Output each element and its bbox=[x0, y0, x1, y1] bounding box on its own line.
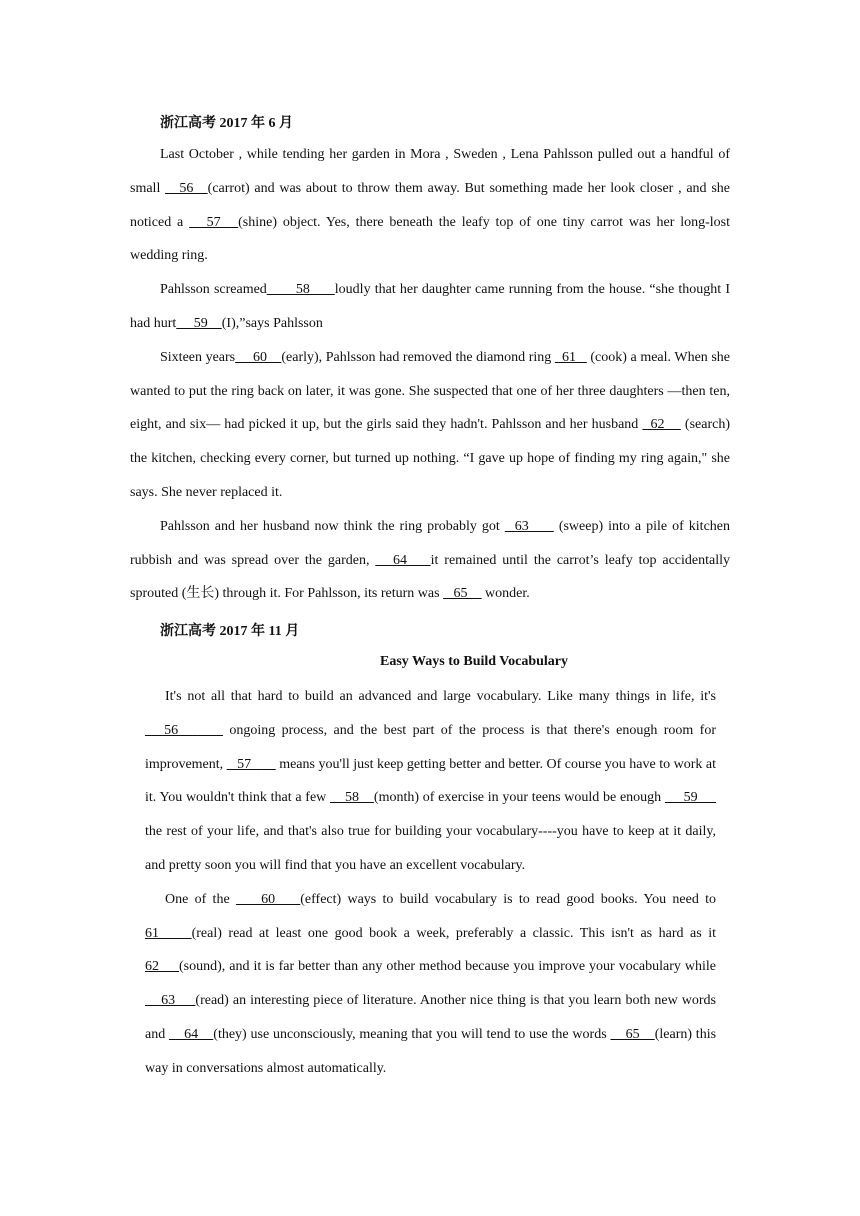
blank-57[interactable]: 57 bbox=[189, 214, 239, 230]
section2-paragraph-2 bbox=[145, 883, 716, 1086]
text-run: (cook) a meal. When she wanted to put the ring back on later, it was gone. She suspected that one of her three daughters —then ten, eight, and six— had picked it up, but the girls said they hadn't. Pahlsson and her husband bbox=[130, 349, 731, 433]
blank-61[interactable]: 61 bbox=[554, 349, 587, 365]
blank-57-tail bbox=[262, 757, 276, 772]
text-run: (shine) object. Yes, there beneath the leafy top of one tiny carrot was her long-lost wedding ring. bbox=[130, 214, 731, 264]
text-run: (sound), and it is far better than any other method because you improve your vocabulary while bbox=[179, 959, 716, 975]
blank-64[interactable]: 64 bbox=[169, 1026, 214, 1042]
text-run: (carrot) and was about to throw them away. But something made her look closer , and she noticed a bbox=[130, 180, 730, 230]
text-run: loudly that her daughter came running from the house. “she thought I had hurt bbox=[130, 282, 730, 331]
text-run: means you'll just keep getting better and better. Of course you have to work at it. You wouldn't think that a few bbox=[145, 756, 717, 806]
blank-64[interactable]: 64 bbox=[375, 552, 431, 568]
text-run: Last October , while tending her garden in Mora , Sweden , Lena Pahlsson pulled out a handful of small bbox=[130, 147, 730, 196]
text-run: (real) read at least one good book a week, preferably a classic. This isn't as hard as it bbox=[191, 925, 716, 941]
blank-58[interactable]: 58 bbox=[266, 282, 335, 298]
blank-59[interactable]: 59 bbox=[664, 790, 717, 806]
section2-body bbox=[145, 680, 716, 1086]
text-run: (read) an interesting piece of literature. Another nice thing is that you learn both new words and bbox=[145, 993, 717, 1042]
text-run: the rest of your life, and that's also true for building your vocabulary----you have to keep at it daily, and pretty soon you will find that you have an excellent vocabulary. bbox=[145, 824, 716, 873]
text-run: ongoing process, and the best part of the process is that there's enough room for improvement, bbox=[145, 722, 717, 772]
text-run: (they) use unconsciously, meaning that you will tend to use the words bbox=[213, 1026, 611, 1042]
text-run: (early), Pahlsson had removed the diamond ring bbox=[281, 349, 555, 365]
text-run: Sixteen years bbox=[160, 349, 236, 365]
blank-58[interactable]: 58 bbox=[330, 790, 374, 806]
section1-paragraph-1 bbox=[130, 138, 730, 273]
text-run: it remained until the carrot’s leafy top accidentally sprouted (生长) through it. For Pahlsson, its return was bbox=[130, 552, 730, 602]
section1-body bbox=[130, 138, 730, 611]
blank-62[interactable]: 62 bbox=[642, 417, 681, 433]
blank-56[interactable]: 56 bbox=[165, 180, 208, 196]
text-run: Pahlsson and her husband now think the ring probably got bbox=[160, 518, 505, 534]
text-run: Pahlsson screamed bbox=[160, 282, 267, 298]
section1-paragraph-2 bbox=[130, 273, 730, 341]
blank-61[interactable]: 61 bbox=[145, 925, 192, 941]
blank-57[interactable]: 57 bbox=[226, 756, 262, 772]
blank-60[interactable]: 60 bbox=[235, 891, 301, 907]
text-run: (I),”says Pahlsson bbox=[221, 315, 323, 331]
text-run: It's not all that hard to build an advanced and large vocabulary. Like many things in life, it's bbox=[165, 689, 716, 704]
blank-62[interactable]: 62 bbox=[145, 959, 179, 975]
blank-59[interactable]: 59 bbox=[176, 315, 222, 331]
text-run: wonder. bbox=[481, 586, 530, 602]
blank-65[interactable]: 65 bbox=[443, 586, 482, 602]
section2-paragraph-1 bbox=[145, 680, 716, 883]
text-run: (search) the kitchen, checking every corner, but turned up nothing. “I gave up hope of finding my ring again," she says. She never replaced it. bbox=[130, 417, 730, 500]
passage-title: Easy Ways to Build Vocabulary bbox=[379, 654, 569, 669]
blank-65[interactable]: 65 bbox=[610, 1026, 655, 1042]
section1-heading: 浙江高考 2017 年 6 月 bbox=[160, 116, 293, 131]
section1-paragraph-4 bbox=[130, 510, 730, 611]
text-run: (learn) this way in conversations almost automatically. bbox=[145, 1026, 717, 1076]
blank-63[interactable]: 63 bbox=[504, 518, 554, 534]
blank-56[interactable]: 56 bbox=[145, 722, 198, 738]
section1-paragraph-3 bbox=[130, 341, 730, 510]
blank-60[interactable]: 60 bbox=[235, 349, 282, 365]
text-run: One of the bbox=[165, 891, 236, 907]
section2-heading: 浙江高考 2017 年 11 月 bbox=[160, 624, 300, 639]
text-run: (sweep) into a pile of kitchen rubbish and was spread over the garden, bbox=[130, 518, 730, 568]
text-run: (month) of exercise in your teens would be enough bbox=[373, 790, 665, 806]
text-run: (effect) ways to build vocabulary is to read good books. You need to bbox=[300, 891, 717, 907]
blank-56-tail bbox=[197, 723, 223, 738]
blank-63[interactable]: 63 bbox=[145, 993, 196, 1009]
